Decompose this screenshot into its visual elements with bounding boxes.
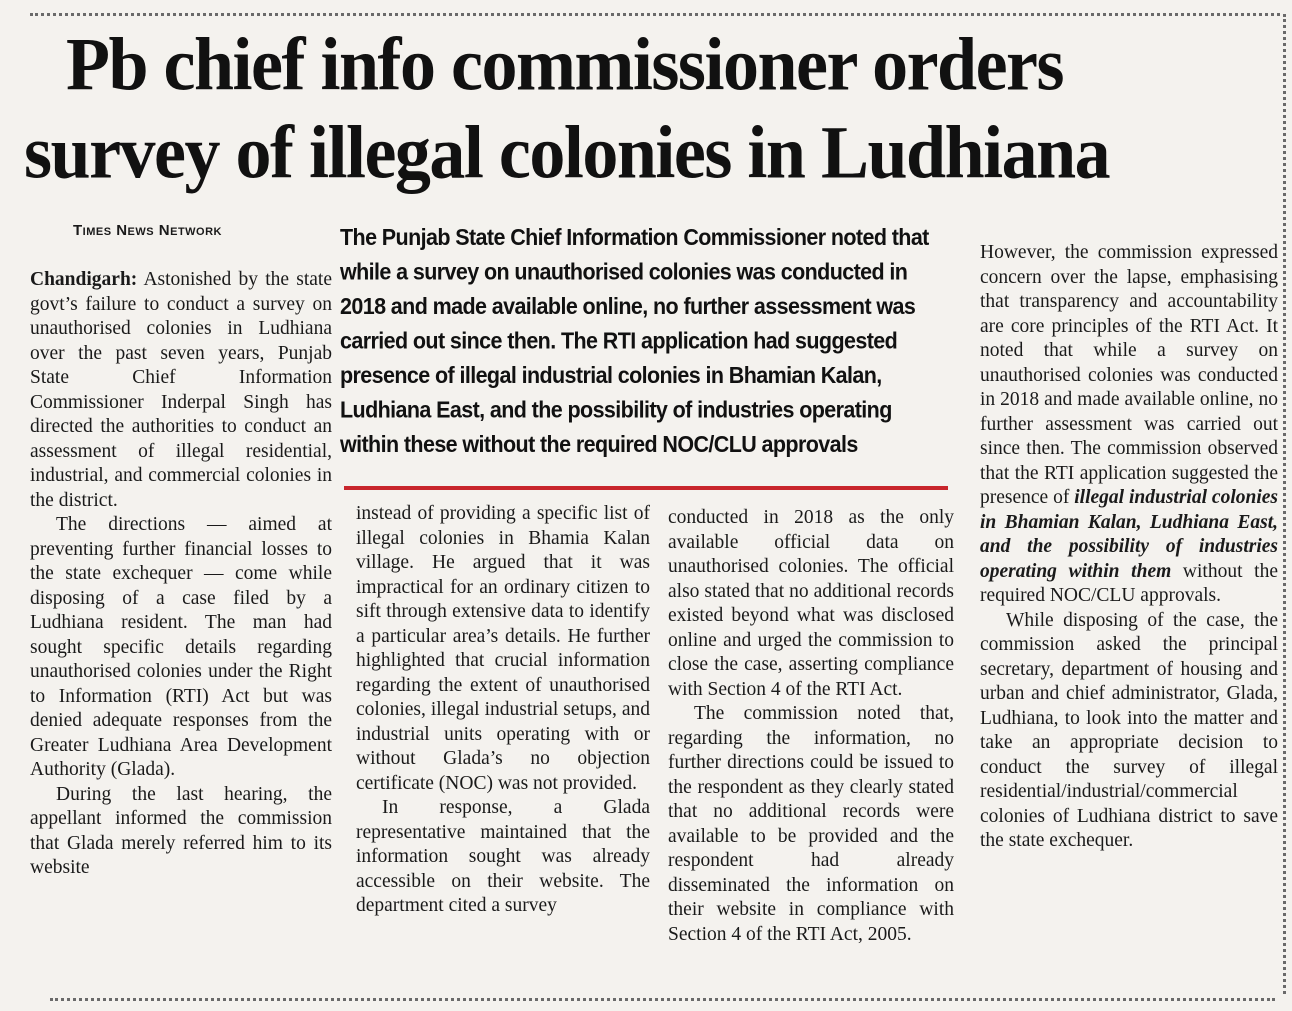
- paragraph-text: without the required NOC/CLU approvals.: [980, 560, 1278, 606]
- dotted-border-bottom: [50, 998, 1275, 1001]
- paragraph: The commission noted that, regarding the information, no further directions could be issued to the respondent as they clearly stated that no additional records were available to be provided and the respondent had already disseminated the information on their website in compliance with Section 4 of the RTI Act, 2005.: [668, 703, 954, 945]
- dotted-border-right: [1283, 14, 1286, 994]
- lead-paragraph: [30, 268, 332, 513]
- paragraph-text: However, the commission expressed concern over the lapse, emphasising that transparency and accountability are core principles of the RTI Act. It noted that while a survey on unauthorised colonies was conducted in 2018 and made available online, no further assessment was carried out since then. The commission observed that the RTI application suggested the presence of: [980, 242, 1278, 508]
- emphasized-text: illegal industrial colonies in Bhamian Kalan, Ludhiana East, and the possibility of industries operating within them: [980, 487, 1278, 582]
- paragraph: In response, a Glada representative maintained that the information sought was already accessible on their website. The department cited a survey: [356, 797, 650, 916]
- article-column-4: [980, 241, 1278, 854]
- paragraph: During the last hearing, the appellant informed the commission that Glada merely referred him to its website: [30, 783, 332, 878]
- headline-line-2: survey of illegal colonies in Ludhiana: [24, 110, 1110, 195]
- paragraph: [980, 241, 1278, 609]
- article-column-2: [356, 502, 650, 919]
- dotted-border-top: [30, 13, 1280, 16]
- headline: [20, 20, 1280, 196]
- paragraph: conducted in 2018 as the only available official data on unauthorised colonies. The official also stated that no additional records existed beyond what was disclosed online and urged the commission to close the case, asserting compliance with Section 4 of the RTI Act.: [668, 507, 954, 700]
- pull-quote-rule: [344, 486, 948, 490]
- pull-quote: The Punjab State Chief Information Commissioner noted that while a survey on unauthorised colonies was conducted in 2018 and made available online, no further assessment was carried out since then. The RTI application had suggested presence of illegal industrial colonies in Bhamian Kalan, Ludhiana East, and the possibility of industries operating within these without the required NOC/CLU approvals: [340, 224, 929, 458]
- paragraph: While disposing of the case, the commission asked the principal secretary, department of housing and urban and chief administrator, Glada, Ludhiana, to look into the matter and take an appropriate decision to conduct the survey of illegal residential/industrial/commercial colonies of Ludhiana district to save the state exchequer.: [980, 609, 1278, 851]
- paragraph: The directions — aimed at preventing further financial losses to the state exchequer — come while disposing of a case filed by a Ludhiana resident. The man had sought specific details regarding unauthorised colonies under the Right to Information (RTI) Act but was denied adequate responses from the Greater Ludhiana Area Development Authority (Glada).: [30, 514, 332, 780]
- article-column-3: [668, 506, 954, 947]
- headline-line-1: Pb chief info commissioner orders: [66, 22, 1064, 107]
- paragraph: instead of providing a specific list of illegal colonies in Bhamia Kalan village. He argued that it was impractical for an ordinary citizen to sift through extensive data to identify a particular area’s details. He further highlighted that crucial information regarding the extent of unauthorised colonies, illegal industrial setups, and industrial units operating with or without Glada’s no objection certificate (NOC) was not provided.: [356, 503, 650, 794]
- dateline: Chandigarh:: [30, 269, 138, 290]
- byline: Times News Network: [73, 222, 222, 239]
- article-column-1: [30, 268, 332, 881]
- lead-text: Astonished by the state govt’s failure to conduct a survey on unauthorised colonies in Ludhiana over the past seven years, Punjab State Chief Information Commissioner Inderpal Singh has directed the authorities to conduct an assessment of illegal residential, industrial, and commercial colonies in the district.: [30, 269, 332, 511]
